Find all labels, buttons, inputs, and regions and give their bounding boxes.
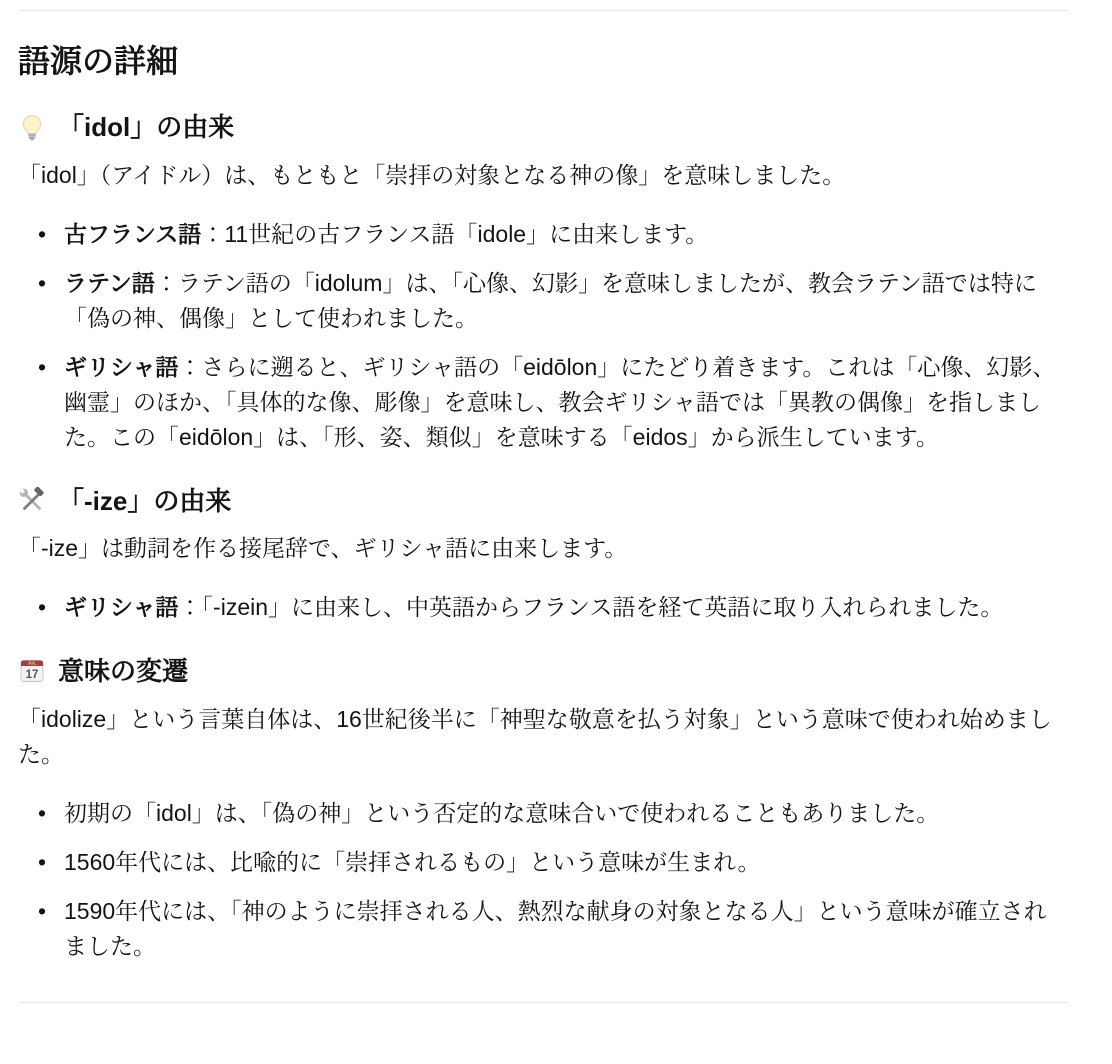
bullet-text: 1560年代には、比喩的に「崇拝されるもの」という意味が生まれ。 [64,848,761,875]
section-ize-origin [18,485,1068,626]
bullet-text: 初期の「idol」は、「偽の神」という否定的な意味合いで使われることもありました。 [64,799,940,826]
article-body [0,10,1112,1013]
top-divider [18,10,1068,11]
section-intro: 「idol」（アイドル）は、もともと「崇拝の対象となる神の像」を意味しました。 [18,161,846,188]
list-item [18,266,1068,336]
bullet-term: 古フランス語 [64,220,202,247]
section-heading-text: 「idol」の由来 [58,112,235,142]
bullet-term: ラテン語 [64,269,155,296]
section-heading [18,111,1068,144]
section-intro: 「idolize」という言葉自体は、16世紀後半に「神聖な敬意を払う対象」という意味で使われ始めました。 [18,705,1052,767]
calendar-day-label: 17 [25,669,39,682]
section-idol-origin [18,111,1068,455]
bottom-divider [18,1002,1068,1003]
calendar-icon [18,657,46,685]
bullet-list [18,590,1068,625]
list-item [18,350,1068,455]
calendar-month-label: JUL [27,660,37,666]
list-item [18,845,1068,880]
list-item [18,796,1068,831]
section-heading [18,485,1068,518]
bullet-text: 1590年代には、「神のように崇拝される人、熱烈な献身の対象となる人」という意味が確立されました。 [64,897,1047,959]
list-item [18,217,1068,252]
list-item [18,590,1068,625]
bullet-list [18,217,1068,455]
lightbulb-icon [18,113,46,141]
bullet-term: ギリシャ語 [64,353,179,380]
bullet-list [18,796,1068,964]
section-heading-text: 「-ize」の由来 [58,485,232,516]
bullet-term: ギリシャ語 [64,594,179,620]
page-title: 語源の詳細 [18,43,179,79]
list-item [18,894,1068,964]
bullet-text: ：「-izein」に由来し、中英語からフランス語を経て英語に取り入れられました。 [178,594,1004,620]
bullet-text: ：ラテン語の「idolum」は、「心像、幻影」を意味しましたが、教会ラテン語では特に「偽の神、偶像」として使われました。 [64,269,1037,331]
section-heading-text: 意味の変遷 [58,656,189,686]
section-intro: 「-ize」は動詞を作る接尾辞で、ギリシャ語に由来します。 [18,535,628,561]
bullet-text: ：さらに遡ると、ギリシャ語の「eidōlon」にたどり着きます。これは「心像、幻影、幽霊」のほか、「具体的な像、彫像」を意味し、教会ギリシャ語では「異教の偶像」を指しました。この「eidōlon」は、「形、姿、類似」を意味する「eidos」から派生しています。 [64,353,1056,450]
bullet-text: ：11世紀の古フランス語「idole」に由来します。 [201,220,709,247]
hammer-wrench-icon [18,487,46,515]
section-meaning-shift [18,655,1068,964]
section-heading [18,655,1068,688]
